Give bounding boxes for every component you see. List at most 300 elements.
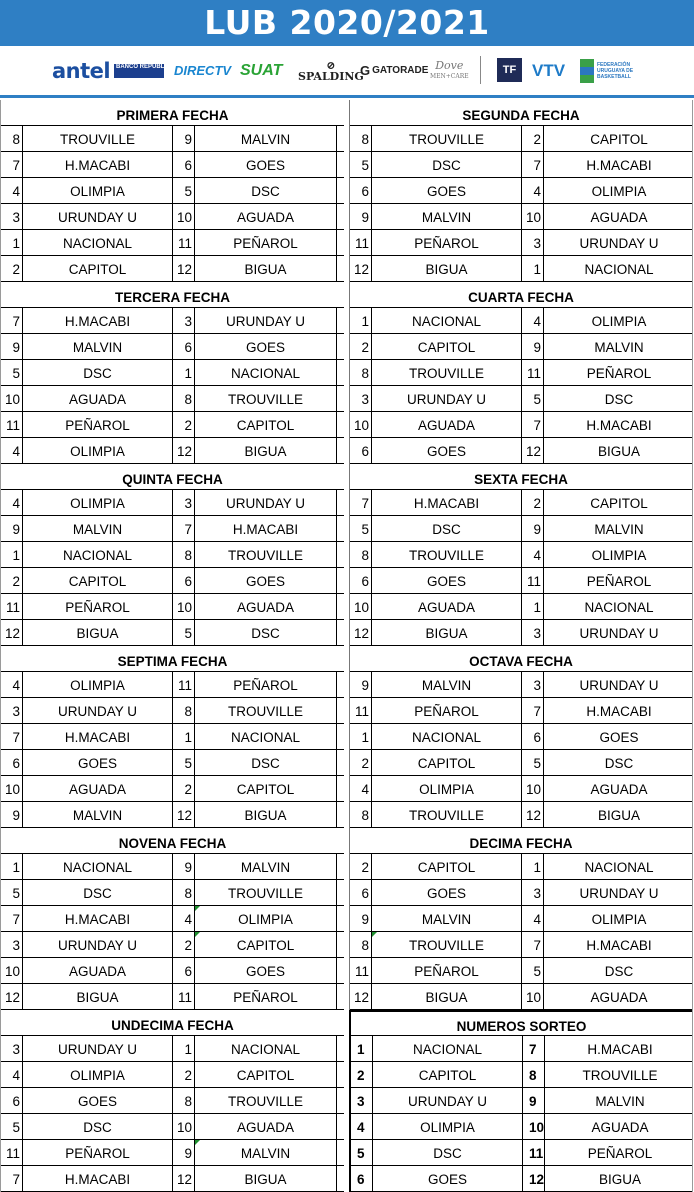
- away-number[interactable]: 6: [173, 334, 195, 359]
- away-number[interactable]: 8: [173, 880, 195, 905]
- home-number[interactable]: 4: [350, 776, 372, 801]
- home-number[interactable]: 3: [1, 1036, 23, 1061]
- match-row: [350, 698, 692, 724]
- away-number[interactable]: 12: [522, 438, 544, 463]
- away-team[interactable]: AGUADA: [591, 1120, 649, 1135]
- home-number[interactable]: 1: [1, 542, 23, 567]
- home-number[interactable]: 4: [1, 178, 23, 203]
- away-number[interactable]: 10: [522, 984, 544, 1009]
- home-number[interactable]: 6: [350, 568, 372, 593]
- away-team[interactable]: CAPITOL: [590, 132, 648, 147]
- match-row: [1, 776, 344, 802]
- away-team[interactable]: OLIMPIA: [591, 314, 647, 329]
- away-team[interactable]: CAPITOL: [195, 412, 337, 437]
- away-number[interactable]: 10: [173, 1114, 195, 1139]
- away-team[interactable]: BIGUA: [195, 802, 337, 827]
- away-team[interactable]: GOES: [195, 152, 337, 177]
- home-number[interactable]: 7: [350, 490, 372, 515]
- home-team[interactable]: AGUADA: [372, 412, 522, 437]
- away-team[interactable]: DSC: [604, 392, 634, 407]
- away-number[interactable]: 6: [173, 152, 195, 177]
- away-number[interactable]: 9: [173, 1140, 195, 1165]
- home-number[interactable]: 10: [1, 958, 23, 983]
- away-number[interactable]: 4: [173, 906, 195, 931]
- home-team[interactable]: NACIONAL: [372, 308, 522, 333]
- home-number[interactable]: 9: [350, 204, 372, 229]
- away-number[interactable]: 3: [173, 490, 195, 515]
- sponsor-divider: [480, 56, 481, 84]
- away-number[interactable]: 1: [173, 1036, 195, 1061]
- away-number[interactable]: 12: [173, 1166, 195, 1191]
- away-number[interactable]: 5: [173, 178, 195, 203]
- fecha-table: [349, 100, 693, 282]
- away-team[interactable]: OLIMPIA: [591, 912, 647, 927]
- home-team[interactable]: CAPITOL: [373, 1062, 523, 1087]
- home-team[interactable]: BIGUA: [372, 984, 522, 1009]
- home-number[interactable]: 5: [1, 360, 23, 385]
- away-team[interactable]: MALVIN: [195, 1140, 337, 1165]
- away-number[interactable]: 12: [173, 256, 195, 281]
- away-number[interactable]: 6: [173, 568, 195, 593]
- away-number[interactable]: 9: [173, 126, 195, 151]
- home-number[interactable]: 11: [1, 594, 23, 619]
- home-team[interactable]: NACIONAL: [372, 724, 522, 749]
- home-number[interactable]: 6: [350, 178, 372, 203]
- away-number[interactable]: 7: [523, 1036, 545, 1061]
- fecha-table: [0, 646, 344, 828]
- away-number[interactable]: 9: [522, 334, 544, 359]
- away-number[interactable]: 2: [522, 490, 544, 515]
- away-number[interactable]: 4: [522, 308, 544, 333]
- away-team[interactable]: AGUADA: [590, 990, 648, 1005]
- away-number[interactable]: 10: [173, 594, 195, 619]
- home-team[interactable]: AGUADA: [23, 386, 173, 411]
- home-number[interactable]: 7: [1, 1166, 23, 1191]
- away-team[interactable]: CAPITOL: [195, 1062, 337, 1087]
- home-number[interactable]: 2: [1, 568, 23, 593]
- home-number[interactable]: 2: [1, 256, 23, 281]
- home-number[interactable]: 1: [1, 854, 23, 879]
- away-team[interactable]: GOES: [195, 958, 337, 983]
- away-number[interactable]: 9: [522, 516, 544, 541]
- home-number[interactable]: 8: [350, 360, 372, 385]
- away-team[interactable]: URUNDAY U: [195, 490, 337, 515]
- away-number[interactable]: 3: [522, 880, 544, 905]
- away-number[interactable]: 4: [522, 906, 544, 931]
- home-team[interactable]: DSC: [372, 516, 522, 541]
- home-number[interactable]: 8: [350, 932, 372, 957]
- away-team[interactable]: AGUADA: [590, 210, 648, 225]
- home-number[interactable]: 1: [351, 1036, 373, 1061]
- home-team[interactable]: PEÑAROL: [23, 412, 173, 437]
- away-number[interactable]: 7: [173, 516, 195, 541]
- home-number[interactable]: 11: [1, 1140, 23, 1165]
- home-team[interactable]: AGUADA: [372, 594, 522, 619]
- away-team[interactable]: NACIONAL: [195, 724, 337, 749]
- away-team[interactable]: NACIONAL: [195, 360, 337, 385]
- home-number[interactable]: 4: [1, 1062, 23, 1087]
- away-team[interactable]: AGUADA: [590, 782, 648, 797]
- home-team[interactable]: H.MACABI: [23, 152, 173, 177]
- away-number[interactable]: 10: [173, 204, 195, 229]
- away-number[interactable]: 11: [173, 984, 195, 1009]
- away-team[interactable]: CAPITOL: [195, 932, 337, 957]
- home-number[interactable]: 2: [351, 1062, 373, 1087]
- away-number[interactable]: 1: [522, 594, 544, 619]
- away-team[interactable]: URUNDAY U: [579, 678, 659, 693]
- home-number[interactable]: 8: [1, 126, 23, 151]
- home-team[interactable]: GOES: [372, 568, 522, 593]
- home-number[interactable]: 1: [350, 724, 372, 749]
- home-number[interactable]: 9: [1, 334, 23, 359]
- away-team[interactable]: MALVIN: [595, 1094, 645, 1109]
- home-team[interactable]: GOES: [23, 1088, 173, 1113]
- away-number[interactable]: 8: [173, 1088, 195, 1113]
- home-team[interactable]: GOES: [23, 750, 173, 775]
- away-team[interactable]: NACIONAL: [195, 1036, 337, 1061]
- away-number[interactable]: 9: [523, 1088, 545, 1113]
- away-team[interactable]: AGUADA: [195, 204, 337, 229]
- away-number[interactable]: 2: [173, 776, 195, 801]
- home-number[interactable]: 12: [350, 256, 372, 281]
- home-team[interactable]: CAPITOL: [372, 334, 522, 359]
- away-team[interactable]: PEÑAROL: [586, 574, 652, 589]
- away-number[interactable]: 12: [523, 1166, 545, 1191]
- away-number[interactable]: 7: [522, 698, 544, 723]
- away-number[interactable]: 1: [522, 854, 544, 879]
- home-number[interactable]: 3: [351, 1088, 373, 1113]
- home-team[interactable]: DSC: [23, 880, 173, 905]
- home-number[interactable]: 11: [350, 698, 372, 723]
- home-team[interactable]: MALVIN: [372, 906, 522, 931]
- fecha-title: QUINTA FECHA: [1, 464, 344, 490]
- home-team[interactable]: BIGUA: [23, 620, 173, 645]
- home-team[interactable]: H.MACABI: [23, 724, 173, 749]
- away-number[interactable]: 1: [173, 724, 195, 749]
- match-row: [350, 126, 692, 152]
- home-team[interactable]: NACIONAL: [23, 854, 173, 879]
- home-team[interactable]: PEÑAROL: [372, 958, 522, 983]
- home-number[interactable]: 6: [1, 750, 23, 775]
- home-team[interactable]: GOES: [372, 880, 522, 905]
- away-team[interactable]: TROUVILLE: [195, 698, 337, 723]
- home-team[interactable]: OLIMPIA: [23, 1062, 173, 1087]
- home-team[interactable]: MALVIN: [23, 516, 173, 541]
- home-team[interactable]: DSC: [373, 1140, 523, 1165]
- away-number[interactable]: 8: [173, 386, 195, 411]
- home-number[interactable]: 9: [1, 516, 23, 541]
- home-number[interactable]: 1: [350, 308, 372, 333]
- home-number[interactable]: 3: [1, 204, 23, 229]
- away-team[interactable]: PEÑAROL: [195, 230, 337, 255]
- home-number[interactable]: 10: [350, 412, 372, 437]
- away-number[interactable]: 5: [173, 620, 195, 645]
- home-number[interactable]: 4: [1, 490, 23, 515]
- away-team[interactable]: AGUADA: [195, 594, 337, 619]
- home-number[interactable]: 8: [350, 802, 372, 827]
- home-team[interactable]: H.MACABI: [372, 490, 522, 515]
- home-number[interactable]: 12: [1, 984, 23, 1009]
- away-team[interactable]: URUNDAY U: [579, 236, 659, 251]
- away-team[interactable]: PEÑAROL: [195, 984, 337, 1009]
- away-number[interactable]: 7: [522, 412, 544, 437]
- home-number[interactable]: 8: [350, 542, 372, 567]
- away-number[interactable]: 4: [522, 178, 544, 203]
- home-team[interactable]: URUNDAY U: [372, 386, 522, 411]
- home-team[interactable]: AGUADA: [23, 776, 173, 801]
- away-number[interactable]: 10: [522, 776, 544, 801]
- away-team[interactable]: DSC: [604, 964, 634, 979]
- home-team[interactable]: GOES: [372, 178, 522, 203]
- away-team[interactable]: URUNDAY U: [579, 886, 659, 901]
- home-number[interactable]: 7: [1, 724, 23, 749]
- home-number[interactable]: 12: [350, 984, 372, 1009]
- away-number[interactable]: 11: [522, 568, 544, 593]
- away-team[interactable]: NACIONAL: [584, 860, 654, 875]
- away-number[interactable]: 11: [523, 1140, 545, 1165]
- home-team[interactable]: H.MACABI: [23, 308, 173, 333]
- away-number[interactable]: 2: [173, 932, 195, 957]
- away-team[interactable]: BIGUA: [195, 438, 337, 463]
- home-number[interactable]: 2: [350, 854, 372, 879]
- home-number[interactable]: 7: [1, 906, 23, 931]
- home-number[interactable]: 6: [350, 880, 372, 905]
- home-number[interactable]: 5: [1, 1114, 23, 1139]
- away-team[interactable]: TROUVILLE: [195, 386, 337, 411]
- home-number[interactable]: 8: [350, 126, 372, 151]
- away-team[interactable]: GOES: [599, 730, 639, 745]
- home-team[interactable]: URUNDAY U: [23, 1036, 173, 1061]
- home-number[interactable]: 5: [351, 1140, 373, 1165]
- home-team[interactable]: TROUVILLE: [372, 360, 522, 385]
- home-number[interactable]: 10: [1, 386, 23, 411]
- home-team[interactable]: BIGUA: [372, 256, 522, 281]
- home-team[interactable]: URUNDAY U: [23, 204, 173, 229]
- home-number[interactable]: 3: [1, 932, 23, 957]
- home-team[interactable]: H.MACABI: [23, 1166, 173, 1191]
- home-number[interactable]: 9: [350, 672, 372, 697]
- away-number[interactable]: 2: [173, 412, 195, 437]
- home-team[interactable]: TROUVILLE: [23, 126, 173, 151]
- home-number[interactable]: 3: [350, 386, 372, 411]
- home-team[interactable]: PEÑAROL: [23, 1140, 173, 1165]
- home-team[interactable]: GOES: [372, 438, 522, 463]
- away-team[interactable]: OLIMPIA: [591, 548, 647, 563]
- away-team[interactable]: H.MACABI: [586, 704, 652, 719]
- away-team[interactable]: PEÑAROL: [587, 1146, 653, 1161]
- home-number[interactable]: 12: [1, 620, 23, 645]
- away-team[interactable]: MALVIN: [594, 522, 644, 537]
- away-team[interactable]: MALVIN: [195, 126, 337, 151]
- home-number[interactable]: 9: [1, 802, 23, 827]
- fecha-title: SEPTIMA FECHA: [1, 646, 344, 672]
- home-team[interactable]: URUNDAY U: [23, 698, 173, 723]
- away-team[interactable]: TROUVILLE: [582, 1068, 658, 1083]
- home-team[interactable]: DSC: [23, 360, 173, 385]
- away-team[interactable]: DSC: [195, 178, 337, 203]
- home-number[interactable]: 5: [350, 516, 372, 541]
- away-number[interactable]: 11: [173, 230, 195, 255]
- home-team[interactable]: MALVIN: [372, 204, 522, 229]
- away-number[interactable]: 3: [522, 620, 544, 645]
- home-team[interactable]: OLIMPIA: [23, 672, 173, 697]
- home-number[interactable]: 6: [351, 1166, 373, 1191]
- away-team[interactable]: NACIONAL: [584, 262, 654, 277]
- away-number[interactable]: 1: [173, 360, 195, 385]
- home-number[interactable]: 4: [351, 1114, 373, 1139]
- home-number[interactable]: 10: [1, 776, 23, 801]
- home-team[interactable]: MALVIN: [23, 334, 173, 359]
- away-number[interactable]: 11: [173, 672, 195, 697]
- home-team[interactable]: OLIMPIA: [23, 178, 173, 203]
- home-team[interactable]: TROUVILLE: [372, 932, 522, 957]
- away-number[interactable]: 5: [522, 958, 544, 983]
- away-number[interactable]: 7: [522, 152, 544, 177]
- away-team[interactable]: H.MACABI: [586, 418, 652, 433]
- home-team[interactable]: NACIONAL: [23, 542, 173, 567]
- home-number[interactable]: 7: [1, 308, 23, 333]
- home-team[interactable]: URUNDAY U: [23, 932, 173, 957]
- home-team[interactable]: NACIONAL: [23, 230, 173, 255]
- gatorade-g-icon: G: [360, 63, 371, 78]
- away-team[interactable]: CAPITOL: [590, 496, 648, 511]
- away-team[interactable]: PEÑAROL: [586, 366, 652, 381]
- away-team[interactable]: AGUADA: [195, 1114, 337, 1139]
- away-team[interactable]: H.MACABI: [587, 1042, 653, 1057]
- home-number[interactable]: 6: [1, 1088, 23, 1113]
- away-number[interactable]: 5: [522, 386, 544, 411]
- away-number[interactable]: 6: [173, 958, 195, 983]
- away-number[interactable]: 5: [173, 750, 195, 775]
- away-team[interactable]: OLIMPIA: [195, 906, 337, 931]
- home-team[interactable]: OLIMPIA: [23, 438, 173, 463]
- away-number[interactable]: 5: [522, 750, 544, 775]
- home-team[interactable]: BIGUA: [372, 620, 522, 645]
- home-team[interactable]: TROUVILLE: [372, 802, 522, 827]
- home-team[interactable]: PEÑAROL: [23, 594, 173, 619]
- home-number[interactable]: 2: [350, 750, 372, 775]
- away-number[interactable]: 10: [523, 1114, 545, 1139]
- away-team[interactable]: H.MACABI: [586, 158, 652, 173]
- home-number[interactable]: 5: [1, 880, 23, 905]
- home-number[interactable]: 12: [350, 620, 372, 645]
- match-row: [1, 308, 344, 334]
- away-number[interactable]: 3: [522, 230, 544, 255]
- home-number[interactable]: 5: [350, 152, 372, 177]
- home-team[interactable]: MALVIN: [23, 802, 173, 827]
- home-team[interactable]: DSC: [372, 152, 522, 177]
- away-team[interactable]: DSC: [604, 756, 634, 771]
- home-number[interactable]: 11: [350, 958, 372, 983]
- home-team[interactable]: OLIMPIA: [373, 1114, 523, 1139]
- home-team[interactable]: CAPITOL: [372, 854, 522, 879]
- away-number[interactable]: 2: [173, 1062, 195, 1087]
- home-team[interactable]: TROUVILLE: [372, 126, 522, 151]
- away-team[interactable]: DSC: [195, 750, 337, 775]
- away-number[interactable]: 10: [522, 204, 544, 229]
- home-team[interactable]: OLIMPIA: [372, 776, 522, 801]
- away-team[interactable]: OLIMPIA: [591, 184, 647, 199]
- home-team[interactable]: MALVIN: [372, 672, 522, 697]
- home-team[interactable]: URUNDAY U: [373, 1088, 523, 1113]
- away-number[interactable]: 12: [522, 802, 544, 827]
- home-number[interactable]: 4: [1, 672, 23, 697]
- away-team[interactable]: MALVIN: [195, 854, 337, 879]
- away-number[interactable]: 1: [522, 256, 544, 281]
- home-team[interactable]: CAPITOL: [23, 568, 173, 593]
- away-number[interactable]: 8: [173, 698, 195, 723]
- home-number[interactable]: 2: [350, 334, 372, 359]
- away-team[interactable]: TROUVILLE: [195, 542, 337, 567]
- away-team[interactable]: URUNDAY U: [195, 308, 337, 333]
- home-team[interactable]: DSC: [23, 1114, 173, 1139]
- home-number[interactable]: 10: [350, 594, 372, 619]
- home-team[interactable]: PEÑAROL: [372, 698, 522, 723]
- away-number[interactable]: 3: [173, 308, 195, 333]
- away-number[interactable]: 8: [523, 1062, 545, 1087]
- away-team[interactable]: CAPITOL: [195, 776, 337, 801]
- home-team[interactable]: BIGUA: [23, 984, 173, 1009]
- away-number[interactable]: 8: [173, 542, 195, 567]
- away-number[interactable]: 12: [173, 438, 195, 463]
- away-team[interactable]: DSC: [195, 620, 337, 645]
- home-number[interactable]: 1: [1, 230, 23, 255]
- home-team[interactable]: CAPITOL: [372, 750, 522, 775]
- away-team[interactable]: GOES: [195, 334, 337, 359]
- home-team[interactable]: NACIONAL: [373, 1036, 523, 1061]
- home-number[interactable]: 11: [1, 412, 23, 437]
- away-team[interactable]: BIGUA: [597, 808, 640, 823]
- home-number[interactable]: 7: [1, 152, 23, 177]
- home-number[interactable]: 6: [350, 438, 372, 463]
- home-team[interactable]: TROUVILLE: [372, 542, 522, 567]
- away-team[interactable]: TROUVILLE: [195, 1088, 337, 1113]
- fubb-logo: FEDERACIÓN URUGUAYA DE BASKETBALL: [580, 46, 657, 95]
- match-row: [350, 490, 692, 516]
- home-team[interactable]: GOES: [373, 1166, 523, 1191]
- away-team[interactable]: BIGUA: [598, 1172, 641, 1187]
- away-team[interactable]: BIGUA: [597, 444, 640, 459]
- away-team[interactable]: URUNDAY U: [579, 626, 659, 641]
- home-number[interactable]: 11: [350, 230, 372, 255]
- away-team[interactable]: PEÑAROL: [195, 672, 337, 697]
- away-number[interactable]: 2: [522, 126, 544, 151]
- away-team[interactable]: GOES: [195, 568, 337, 593]
- away-team[interactable]: MALVIN: [594, 340, 644, 355]
- away-number[interactable]: 9: [173, 854, 195, 879]
- away-team[interactable]: H.MACABI: [586, 938, 652, 953]
- home-team[interactable]: H.MACABI: [23, 906, 173, 931]
- away-team[interactable]: NACIONAL: [584, 600, 654, 615]
- away-number[interactable]: 7: [522, 932, 544, 957]
- home-team[interactable]: AGUADA: [23, 958, 173, 983]
- away-number[interactable]: 6: [522, 724, 544, 749]
- away-number[interactable]: 11: [522, 360, 544, 385]
- away-number[interactable]: 3: [522, 672, 544, 697]
- away-team[interactable]: BIGUA: [195, 256, 337, 281]
- home-team[interactable]: OLIMPIA: [23, 490, 173, 515]
- home-number[interactable]: 9: [350, 906, 372, 931]
- away-number[interactable]: 12: [173, 802, 195, 827]
- away-team[interactable]: TROUVILLE: [195, 880, 337, 905]
- home-number[interactable]: 3: [1, 698, 23, 723]
- home-team[interactable]: CAPITOL: [23, 256, 173, 281]
- home-number[interactable]: 4: [1, 438, 23, 463]
- home-team[interactable]: PEÑAROL: [372, 230, 522, 255]
- away-number[interactable]: 4: [522, 542, 544, 567]
- away-team[interactable]: H.MACABI: [195, 516, 337, 541]
- away-team[interactable]: BIGUA: [195, 1166, 337, 1191]
